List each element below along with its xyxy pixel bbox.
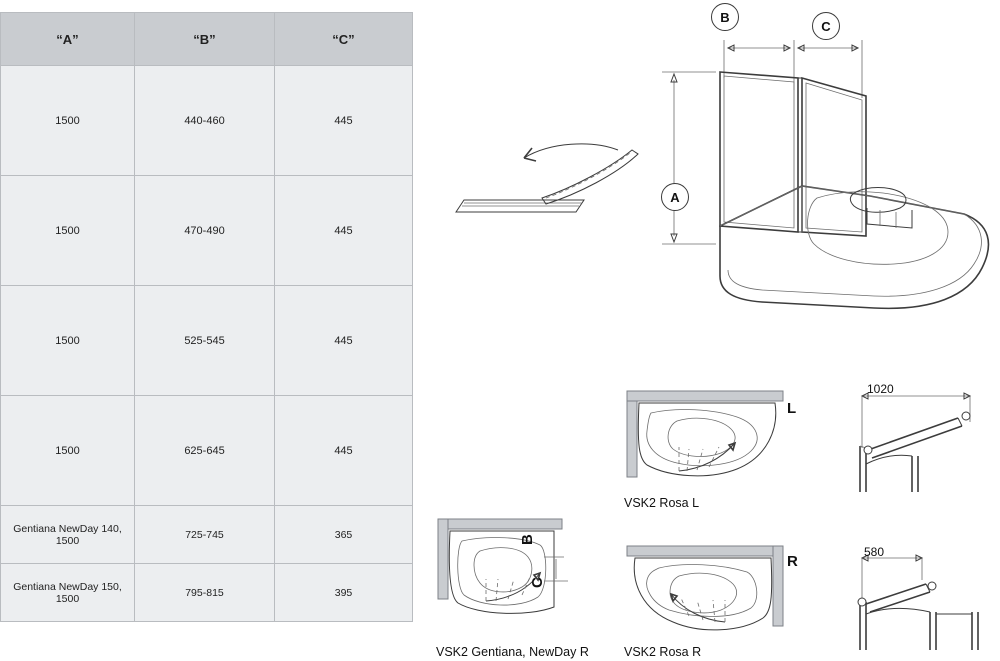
cell-c: 445 <box>275 286 413 396</box>
dimension-label-b-gentiana: B <box>519 534 536 545</box>
figure-vsk2-rosa-r <box>617 540 797 640</box>
table-row <box>1 396 413 506</box>
door-swing-arc <box>671 594 725 622</box>
flat-panel-shape <box>456 200 584 212</box>
caption-vsk2-gentiana-newday-r: VSK2 Gentiana, NewDay R <box>436 645 589 659</box>
table-row <box>1 66 413 176</box>
dimension-1020 <box>862 393 970 448</box>
wall-blocks <box>627 391 783 477</box>
screen-profile <box>860 600 978 650</box>
column-header-c: “C” <box>275 13 413 66</box>
bathtub-plan-outline <box>638 403 775 476</box>
cell-c: 445 <box>275 396 413 506</box>
bathtub-body <box>720 186 988 308</box>
cell-c: 365 <box>275 506 413 564</box>
dimension-label-c-gentiana: C <box>529 577 546 588</box>
label-circle-b: B <box>711 3 739 31</box>
door-swing-arc <box>679 443 735 471</box>
dimension-label-1020: 1020 <box>867 382 894 396</box>
cell-b: 625-645 <box>135 396 275 506</box>
open-panel-arm <box>858 582 936 612</box>
label-circle-c: C <box>812 12 840 40</box>
dimension-label-580: 580 <box>864 545 885 559</box>
open-panel-arm <box>864 412 970 458</box>
cell-a: Gentiana NewDay 140, 1500 <box>1 506 135 564</box>
label-rosa-l-side: L <box>787 400 797 417</box>
figure-vsk2-rosa-l <box>617 385 797 493</box>
cell-b: 525-545 <box>135 286 275 396</box>
table-row <box>1 176 413 286</box>
cell-b: 470-490 <box>135 176 275 286</box>
figure-main-bath-screen <box>612 0 1000 330</box>
cell-c: 395 <box>275 564 413 622</box>
caption-vsk2-rosa-l: VSK2 Rosa L <box>624 496 700 510</box>
cell-a: 1500 <box>1 286 135 396</box>
left-dimension-line-a <box>662 72 716 244</box>
dim-marks-bc <box>544 557 568 581</box>
cell-b: 725-745 <box>135 506 275 564</box>
cell-a: 1500 <box>1 66 135 176</box>
figure-vsk2-gentiana-newday-r <box>432 515 612 625</box>
cell-c: 445 <box>275 176 413 286</box>
rotation-arrow-icon <box>524 144 618 161</box>
cell-a: 1500 <box>1 396 135 506</box>
table-header-row <box>1 13 413 66</box>
column-header-a: “A” <box>1 13 135 66</box>
cell-b: 440-460 <box>135 66 275 176</box>
technical-drawings-panel <box>412 0 1000 661</box>
label-circle-a: A <box>661 183 689 211</box>
specification-table <box>0 12 413 622</box>
column-header-b: “B” <box>135 13 275 66</box>
label-rosa-r-side: R <box>787 553 798 570</box>
table-row <box>1 564 413 622</box>
bathtub-plan-outline <box>449 531 554 613</box>
cell-b: 795-815 <box>135 564 275 622</box>
cell-a: 1500 <box>1 176 135 286</box>
cell-a: Gentiana NewDay 150, 1500 <box>1 564 135 622</box>
table-row <box>1 506 413 564</box>
cell-c: 445 <box>275 66 413 176</box>
caption-vsk2-rosa-r: VSK2 Rosa R <box>624 645 702 659</box>
table-row <box>1 286 413 396</box>
glass-screen-panels <box>720 72 866 236</box>
